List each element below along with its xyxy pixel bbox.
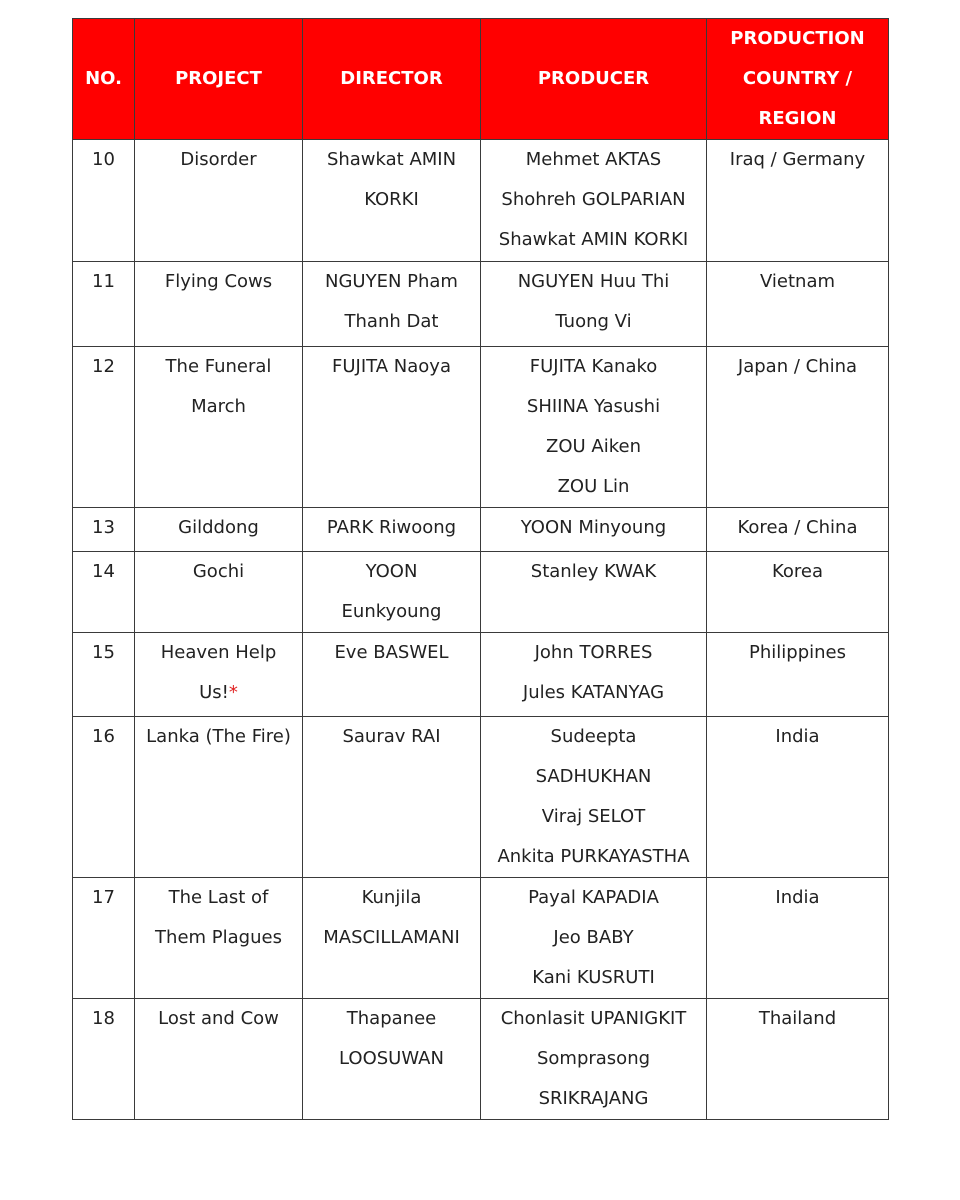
cell-project <box>135 999 303 1120</box>
project-line: March <box>191 396 246 417</box>
cell-no: 11 <box>73 262 135 347</box>
producer-line: Payal KAPADIA <box>528 887 659 908</box>
director-line: MASCILLAMANI <box>323 927 460 948</box>
producer-line: NGUYEN Huu Thi <box>517 271 670 292</box>
cell-no: 16 <box>73 717 135 878</box>
country-line: Vietnam <box>759 271 836 292</box>
project-line: Them Plagues <box>155 927 282 948</box>
cell-no: 17 <box>73 878 135 999</box>
cell-director <box>303 633 481 717</box>
producer-line: Kani KUSRUTI <box>532 967 655 988</box>
producer-line: Chonlasit UPANIGKIT <box>500 1008 687 1029</box>
country-line: Thailand <box>758 1008 837 1029</box>
cell-director <box>303 999 481 1120</box>
cell-no: 15 <box>73 633 135 717</box>
country-line: Korea / China <box>737 517 858 538</box>
country-line: India <box>775 726 820 747</box>
producer-line: Jeo BABY <box>553 927 634 948</box>
project-line: Disorder <box>180 149 257 170</box>
cell-country <box>707 878 889 999</box>
director-line: Eve BASWEL <box>334 642 449 663</box>
director-line: KORKI <box>364 189 419 210</box>
producer-line: Shohreh GOLPARIAN <box>501 189 686 210</box>
producer-line: Ankita PURKAYASTHA <box>497 846 690 867</box>
cell-country <box>707 508 889 552</box>
cell-country <box>707 717 889 878</box>
producer-line: Mehmet AKTAS <box>525 149 662 170</box>
director-line: LOOSUWAN <box>339 1048 444 1069</box>
cell-country <box>707 140 889 262</box>
director-line: PARK Riwoong <box>326 517 457 538</box>
header-project: PROJECT <box>135 19 303 140</box>
cell-producer <box>481 347 707 508</box>
director-line: Eunkyoung <box>341 601 442 622</box>
cell-producer <box>481 508 707 552</box>
project-line: Lost and Cow <box>158 1008 279 1029</box>
header-director: DIRECTOR <box>303 19 481 140</box>
cell-producer <box>481 262 707 347</box>
project-line: Gilddong <box>178 517 259 538</box>
cell-producer <box>481 140 707 262</box>
project-line: The Last of <box>168 887 269 908</box>
cell-project <box>135 262 303 347</box>
director-line: YOON <box>365 561 418 582</box>
table-row <box>73 262 889 347</box>
header-country-line: REGION <box>758 108 837 129</box>
table-body <box>73 140 889 1120</box>
project-line: Gochi <box>192 561 245 582</box>
country-line: Philippines <box>749 642 846 663</box>
cell-producer <box>481 878 707 999</box>
table-row <box>73 347 889 508</box>
producer-line: Viraj SELOT <box>541 806 646 827</box>
director-line: Saurav RAI <box>342 726 441 747</box>
header-no: NO. <box>73 19 135 140</box>
cell-project <box>135 552 303 633</box>
cell-country <box>707 999 889 1120</box>
country-line: Iraq / Germany <box>729 149 866 170</box>
country-line: India <box>775 887 820 908</box>
table-row <box>73 552 889 633</box>
header-country <box>707 19 889 140</box>
cell-project <box>135 347 303 508</box>
cell-producer <box>481 999 707 1120</box>
project-line-with-mark <box>139 673 298 713</box>
producer-line: Tuong Vi <box>555 311 632 332</box>
table-row <box>73 717 889 878</box>
cell-project <box>135 508 303 552</box>
cell-country <box>707 347 889 508</box>
cell-director <box>303 878 481 999</box>
director-line: Thanh Dat <box>344 311 439 332</box>
cell-country <box>707 262 889 347</box>
header-country-line: COUNTRY / <box>742 68 853 89</box>
director-line: Kunjila <box>361 887 422 908</box>
cell-director <box>303 140 481 262</box>
cell-producer <box>481 633 707 717</box>
table-row <box>73 140 889 262</box>
producer-line: Stanley KWAK <box>530 561 657 582</box>
project-line-text: Us! <box>199 682 229 703</box>
producer-line: YOON Minyoung <box>520 517 667 538</box>
cell-country <box>707 552 889 633</box>
cell-director <box>303 552 481 633</box>
director-line: FUJITA Naoya <box>332 356 451 377</box>
header-row <box>73 19 889 140</box>
producer-line: John TORRES <box>534 642 653 663</box>
project-line: Flying Cows <box>164 271 273 292</box>
project-line: The Funeral <box>165 356 272 377</box>
cell-producer <box>481 552 707 633</box>
cell-project <box>135 717 303 878</box>
header-producer: PRODUCER <box>481 19 707 140</box>
cell-project <box>135 633 303 717</box>
project-line: Lanka (The Fire) <box>146 726 291 747</box>
project-line: Heaven Help <box>160 642 277 663</box>
cell-director <box>303 262 481 347</box>
director-line: NGUYEN Pham <box>325 271 458 292</box>
producer-line: SHIINA Yasushi <box>526 396 661 417</box>
producer-line: SRIKRAJANG <box>538 1088 649 1109</box>
cell-country <box>707 633 889 717</box>
cell-project <box>135 140 303 262</box>
table-row <box>73 633 889 717</box>
producer-line: FUJITA Kanako <box>529 356 658 377</box>
producer-line: ZOU Aiken <box>546 436 641 457</box>
cell-director <box>303 347 481 508</box>
header-country-line: PRODUCTION <box>730 28 865 49</box>
cell-project <box>135 878 303 999</box>
asterisk-mark: * <box>228 682 238 703</box>
producer-line: ZOU Lin <box>557 476 630 497</box>
cell-director <box>303 717 481 878</box>
country-line: Japan / China <box>737 356 858 377</box>
director-line: Shawkat AMIN <box>326 149 457 170</box>
cell-no: 14 <box>73 552 135 633</box>
producer-line: Somprasong <box>536 1048 651 1069</box>
producer-line: Shawkat AMIN KORKI <box>498 229 689 250</box>
cell-producer <box>481 717 707 878</box>
table-row <box>73 508 889 552</box>
cell-no: 18 <box>73 999 135 1120</box>
country-line: Korea <box>771 561 824 582</box>
table-row <box>73 878 889 999</box>
cell-no: 13 <box>73 508 135 552</box>
project-table <box>72 18 889 1120</box>
director-line: Thapanee <box>346 1008 437 1029</box>
producer-line: SADHUKHAN <box>535 766 652 787</box>
cell-director <box>303 508 481 552</box>
producer-line: Sudeepta <box>550 726 637 747</box>
table-row <box>73 999 889 1120</box>
cell-no: 10 <box>73 140 135 262</box>
producer-line: Jules KATANYAG <box>522 682 665 703</box>
cell-no: 12 <box>73 347 135 508</box>
table-header <box>73 19 889 140</box>
